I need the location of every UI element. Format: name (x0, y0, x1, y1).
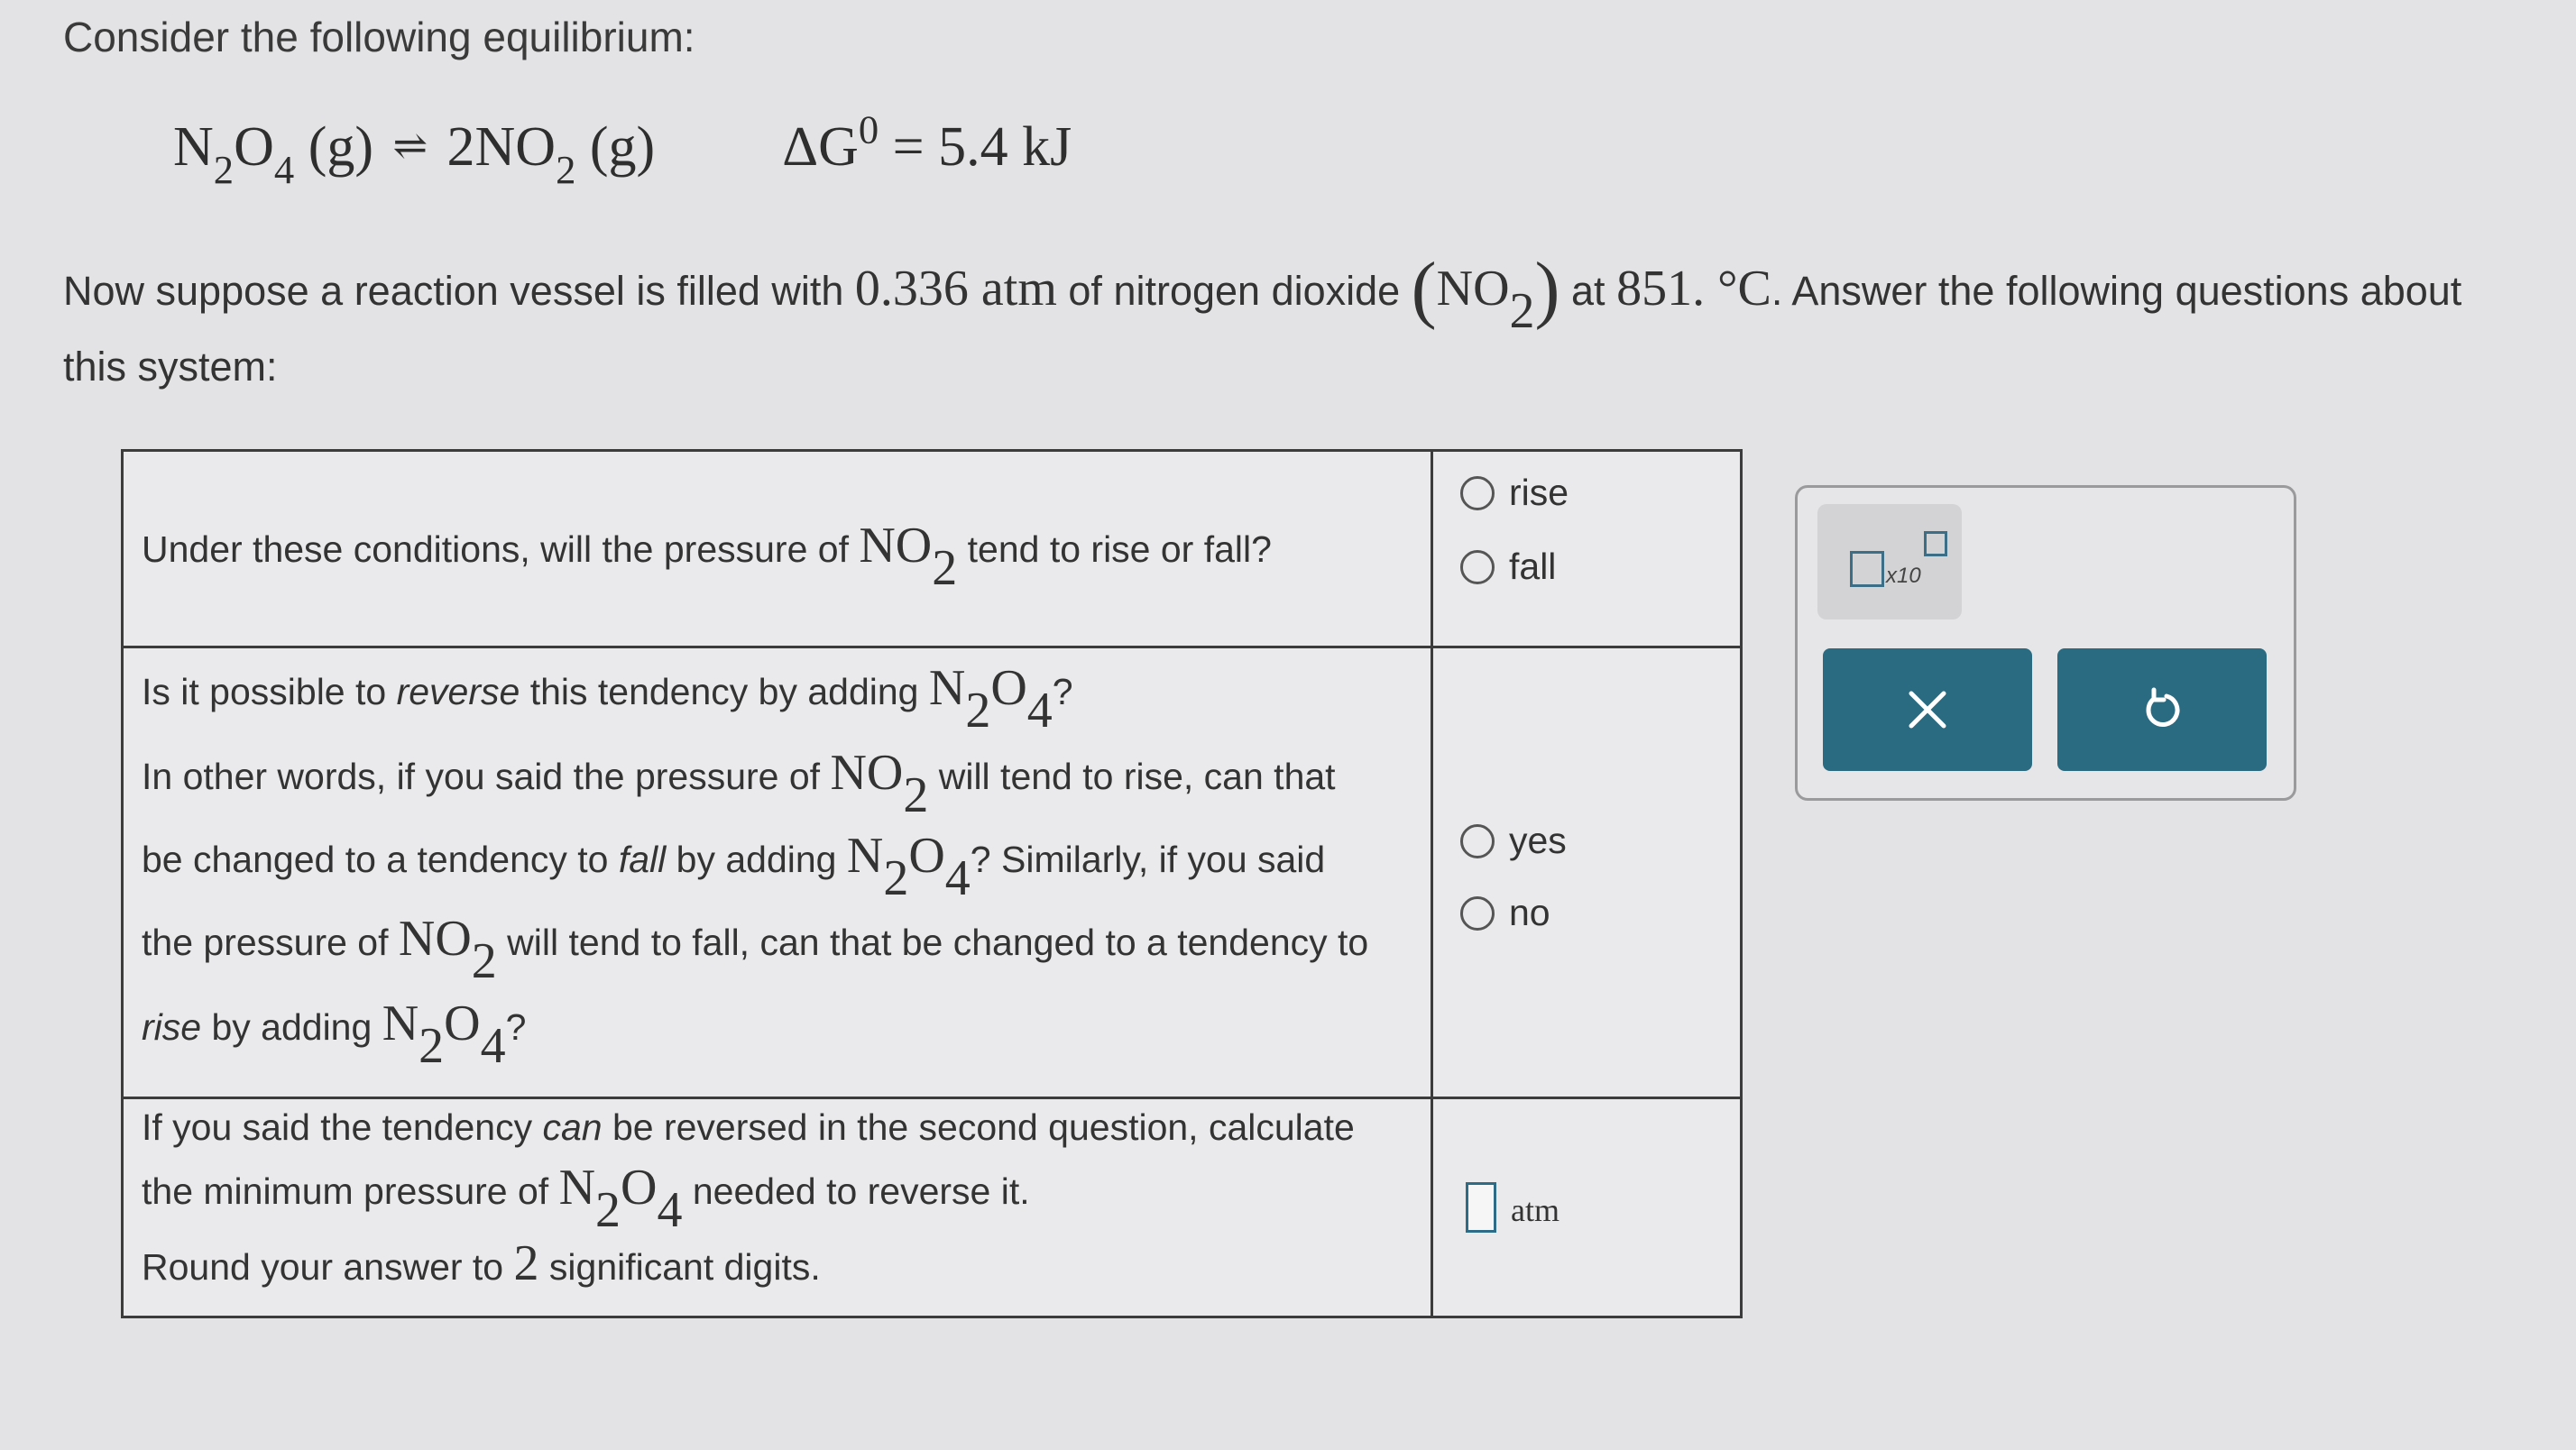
q3-line1-a: If you said the tendency (142, 1106, 543, 1148)
reactant-n: N (173, 116, 214, 178)
q2-line1-c: this tendency by adding (520, 671, 929, 712)
radio-yes-circle[interactable] (1460, 824, 1495, 858)
question-1-answer (1433, 452, 1740, 646)
radio-no-label: no (1509, 892, 1550, 933)
q2-line1-a: Is it possible to (142, 671, 397, 712)
q2-line5-qmark: ? (505, 1006, 527, 1048)
formula-subscript: 2 (1509, 283, 1535, 340)
reactant-o: O (234, 116, 274, 178)
problem-statement (63, 247, 2516, 405)
q1-text-b: tend to rise or fall? (957, 528, 1272, 570)
question-3-text (124, 1099, 1433, 1316)
intro-heading: Consider the following equilibrium: (63, 14, 695, 60)
delta-g-symbol: ΔG (782, 116, 859, 178)
initial-pressure: 0.336 (854, 261, 969, 317)
radio-rise-label: rise (1509, 472, 1569, 513)
delta-g-superscript: 0 (858, 106, 879, 152)
q2-line2-sub2: 2 (903, 767, 929, 824)
question-2-text (124, 648, 1433, 1097)
close-icon (1906, 688, 1949, 731)
product-subscript: 2 (556, 147, 576, 193)
q2-line2-a: In other words, if you said the pressure of (142, 756, 831, 797)
formula-no: NO (1436, 261, 1510, 317)
clear-button[interactable] (1823, 648, 2032, 771)
close-paren: ) (1534, 247, 1560, 331)
equilibrium-arrow-icon: ⇌ (392, 123, 428, 169)
question-row-2 (124, 648, 1740, 1099)
q2-line4-sub2: 2 (471, 933, 497, 990)
q2-line3-d: ? Similarly, if you said (970, 839, 1326, 880)
q2-line4-no: NO (398, 911, 472, 967)
pressure-answer-group (1466, 1182, 1559, 1233)
q3-line1-c: be reversed in the second question, calculate (602, 1106, 1355, 1148)
q2-line5-b: by adding (201, 1006, 382, 1048)
q2-line2-b: will tend to rise, can that (928, 756, 1336, 797)
radio-rise[interactable] (1460, 472, 1569, 514)
q2-line1-sub4: 4 (1026, 683, 1053, 739)
q2-line5-sub2: 2 (419, 1018, 445, 1075)
radio-rise-circle[interactable] (1460, 476, 1495, 510)
q3-line2-b: needed to reverse it. (682, 1170, 1030, 1212)
q2-line1-n: N (928, 660, 966, 716)
delta-g-value: = 5.4 kJ (892, 116, 1072, 178)
radio-yes-label: yes (1509, 820, 1567, 861)
question-1-text (124, 452, 1433, 646)
q2-line3-sub2: 2 (883, 850, 909, 907)
temperature: 851. °C (1616, 261, 1771, 317)
equilibrium-equation (173, 106, 1072, 193)
q3-line2-o: O (621, 1160, 658, 1216)
q3-line2-a: the minimum pressure of (142, 1170, 559, 1212)
q3-line2-n: N (558, 1160, 596, 1216)
q3-line3-a: Round your answer to (142, 1246, 514, 1288)
q1-formula: NO (859, 518, 933, 574)
q2-line5-n: N (382, 996, 419, 1051)
question-2-answer (1433, 648, 1740, 1097)
question-3-answer (1433, 1099, 1740, 1316)
radio-fall-circle[interactable] (1460, 550, 1495, 584)
q3-line1-can: can (542, 1106, 603, 1148)
q2-line5-sub4: 4 (480, 1018, 506, 1075)
q2-line3-fall: fall (618, 839, 667, 880)
q1-text-a: Under these conditions, will the pressure of (142, 528, 860, 570)
q2-line1-qmark: ? (1052, 671, 1073, 712)
radio-fall-label: fall (1509, 546, 1557, 587)
q2-line3-sub4: 4 (944, 850, 971, 907)
undo-button[interactable] (2057, 648, 2267, 771)
radio-fall[interactable] (1460, 546, 1556, 588)
q2-line3-c: by adding (666, 839, 847, 880)
q2-line3-o: O (908, 828, 945, 884)
q2-line1-o: O (990, 660, 1027, 716)
product-phase: (g) (589, 116, 656, 178)
problem-text-4: . Answer the following questions about this system: (63, 268, 2462, 390)
q2-line3-n: N (846, 828, 884, 884)
q3-sig-digits: 2 (513, 1235, 539, 1291)
pressure-unit: atm (968, 261, 1057, 317)
reactant-o-subscript: 4 (273, 147, 295, 193)
q2-line1-sub2: 2 (965, 683, 991, 739)
question-row-1 (124, 452, 1740, 648)
open-paren: ( (1411, 247, 1437, 331)
problem-text-1: Now suppose a reaction vessel is filled with (63, 268, 855, 314)
pressure-answer-unit: atm (1511, 1192, 1559, 1228)
q2-line3-a: be changed to a tendency to (142, 839, 619, 880)
q2-line1-reverse: reverse (396, 671, 520, 712)
scientific-notation-button[interactable] (1817, 504, 1962, 619)
reactant-n-subscript: 2 (213, 147, 235, 193)
radio-yes[interactable] (1460, 820, 1567, 862)
q2-line2-no: NO (830, 745, 904, 801)
undo-icon (2139, 686, 2185, 733)
q2-line5-o: O (444, 996, 481, 1051)
radio-no-circle[interactable] (1460, 896, 1495, 931)
q2-line4-b: will tend to fall, can that be changed to a tendency to (496, 922, 1369, 963)
q2-line4-a: the pressure of (142, 922, 399, 963)
reactant-phase: (g) (308, 116, 373, 178)
q3-line3-b: significant digits. (538, 1246, 821, 1288)
radio-no[interactable] (1460, 892, 1550, 934)
product: 2NO (446, 116, 557, 178)
question-table (121, 449, 1743, 1318)
problem-text-3: at (1559, 268, 1617, 314)
exponent-box-icon (1924, 531, 1947, 556)
answer-tools-panel (1795, 485, 2296, 801)
q3-line2-sub4: 4 (657, 1182, 683, 1239)
q2-line5-rise: rise (142, 1006, 202, 1048)
question-row-3 (124, 1099, 1740, 1316)
x10-label: x10 (1886, 564, 1921, 588)
q1-formula-sub: 2 (932, 540, 958, 597)
q3-line2-sub2: 2 (595, 1182, 621, 1239)
mantissa-box-icon (1850, 551, 1884, 587)
problem-text-2: of nitrogen dioxide (1056, 268, 1412, 314)
pressure-answer-input[interactable] (1466, 1182, 1496, 1233)
